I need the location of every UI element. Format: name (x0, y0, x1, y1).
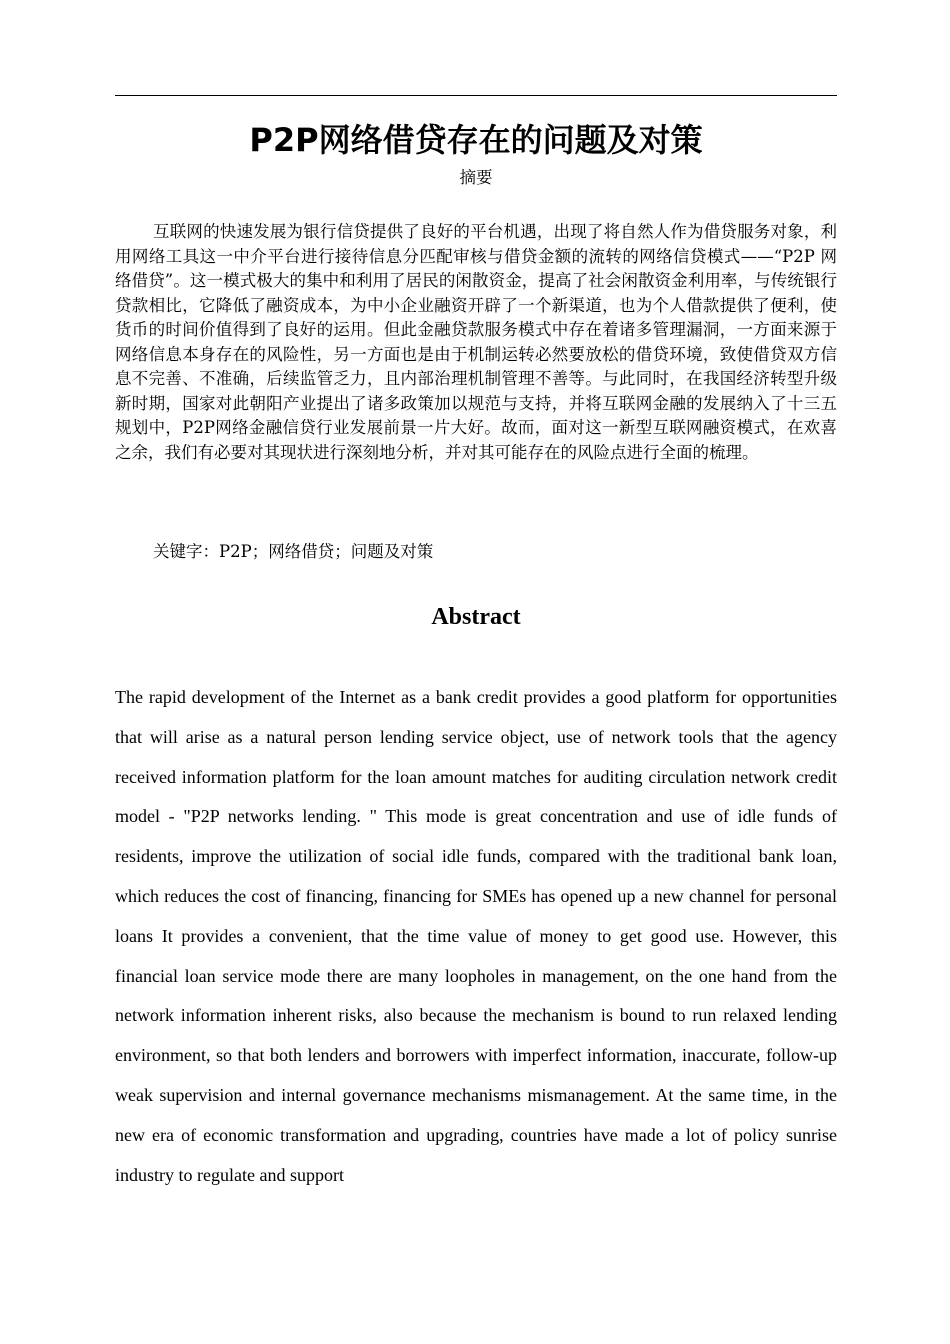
abstract-zh-label: 摘要 (459, 168, 493, 187)
keywords-label: 关键字： (153, 542, 219, 561)
abstract-en-heading: Abstract (431, 604, 521, 630)
abstract-zh-text: 互联网的快速发展为银行信贷提供了良好的平台机遇，出现了将自然人作为借贷服务对象，利用网络工具这一中介平台进行接待信息分匹配审核与借贷金额的流转的网络信贷模式——“P2P 网络借贷”。这一模式极大的集中和利用了居民的闲散资金，提高了社会闲散资金利用率，与传统银行贷款相比，它降低了融资成本，为中小企业融资开辟了一个新渠道，也为个人借款提供了便利，使货币的时间价值得到了良好的运用。但此金融贷款服务模式中存在着诸多管理漏洞，一方面来源于网络信息本身存在的风险性，另一方面也是由于机制运转必然要放松的借贷环境，致使借贷双方信息不完善、不准确，后续监管乏力，且内部治理机制管理不善等。与此同时，在我国经济转型升级新时期，国家对此朝阳产业提出了诸多政策加以规范与支持，并将互联网金融的发展纳入了十三五规划中，P2P网络金融信贷行业发展前景一片大好。故而，面对这一新型互联网融资模式，在欢喜之余，我们有必要对其现状进行深刻地分析，并对其可能存在的风险点进行全面的梳理。 (115, 222, 837, 462)
keywords-text: P2P；网络借贷；问题及对策 (219, 542, 434, 561)
header-rule (115, 95, 837, 96)
document-title: P2P网络借贷存在的问题及对策 (249, 121, 703, 159)
abstract-en-text: The rapid development of the Internet as a bank credit provides a good platform for opportunities that will arise as a natural person lending service object, use of network tools that the agency received information platform for the loan amount matches for auditing circulation network credit model - "P2P networks lending. " This mode is great concentration and use of idle funds of residents, improve the utilization of social idle funds, compared with the traditional bank loan, which reduces the cost of financing, financing for SMEs has opened up a new channel for personal loans It provides a convenient, that the time value of money to get good use. However, this financial loan service mode there are many loopholes in management, on the one hand from the network information inherent risks, also because the mechanism is bound to run relaxed lending environment, so that both lenders and borrowers with imperfect information, inaccurate, follow-up weak supervision and internal governance mechanisms mismanagement. At the same time, in the new era of economic transformation and upgrading, countries have made a lot of policy sunrise industry to regulate and support (115, 687, 837, 1185)
keywords-line (153, 540, 837, 564)
